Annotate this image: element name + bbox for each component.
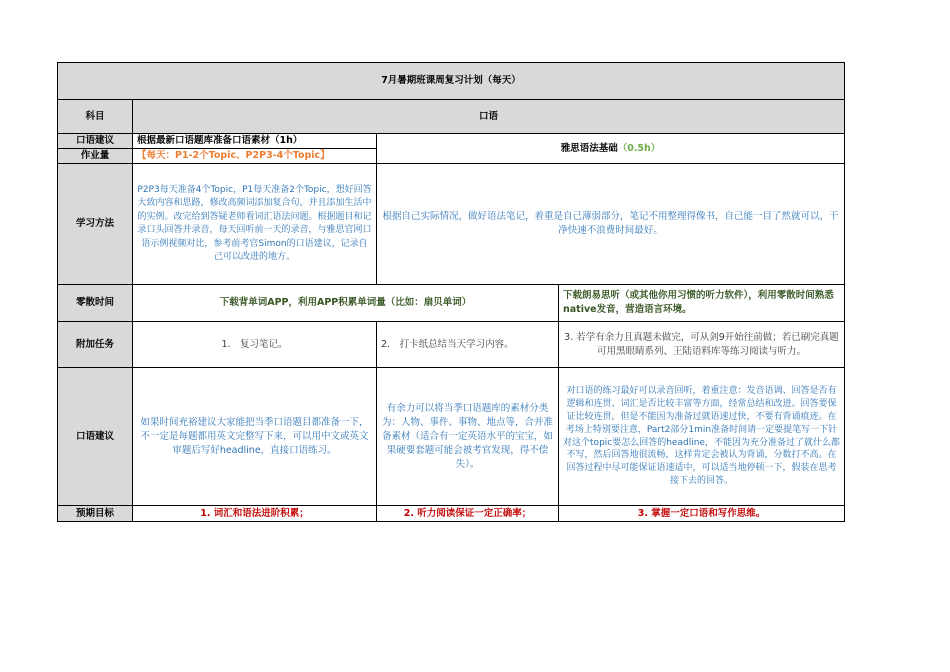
grammar-basics-cell — [377, 134, 845, 164]
goal-label: 预期目标 — [58, 506, 133, 522]
workload-value: 【每天：P1-2个Topic、P2P3-4个Topic】 — [133, 149, 377, 164]
subject-row — [58, 100, 845, 134]
method-label: 学习方法 — [58, 164, 133, 285]
extra-task-label: 附加任务 — [58, 322, 133, 368]
workload-label: 作业量 — [58, 149, 133, 164]
speaking-suggest-col1: 根据最新口语题库准备口语素材（1h） — [133, 134, 377, 149]
subject-value: 口语 — [133, 100, 845, 134]
extra-task-row — [58, 322, 845, 368]
method-grammar: 根据自己实际情况，做好语法笔记，着重是自己薄弱部分，笔记不用整理得像书，自己能一目了然就可以，干净快速不浪费时间最好。 — [377, 164, 845, 285]
goal-2: 2. 听力阅读保证一定正确率； — [377, 506, 559, 522]
method-speaking: P2P3每天准备4个Topic，P1每天准备2个Topic，想好回答大致内容和思路，修改高频词添加复合句，并且添加生活中的实例。改完给到答疑老师看词汇语法问题。根据题目和记录口头回答并录音，每天回听前一天的录音，与雅思官网口语示例视频对比，参考前考官Simon的口语建议，记录自己可以改进的地方。 — [133, 164, 377, 285]
method-row — [58, 164, 845, 285]
goal-3: 3. 掌握一定口语和写作思维。 — [559, 506, 845, 522]
grammar-basics-text: 雅思语法基础 — [560, 142, 618, 154]
spare-time-row — [58, 285, 845, 322]
speaking-suggest-label: 口语建议 — [58, 134, 133, 149]
speaking-advice-3: 对口语的练习最好可以录音回听，着重注意：发音语调、回答是否有逻辑和连贯、词汇是否比较丰富等方面，经常总结和改进。回答要保证比较连贯，但是不能因为准备过就语速过快，不要有背诵痕迹。在考场上特别要注意，Part2部分1min准备时间请一定要提笔写一下针对这个topic要怎么回答的headline，不能因为充分准备过了就什么都不写，然后回答地很流畅，这样肯定会被认为背诵，分数打不高。在回答过程中尽可能保证语速适中，可以适当地停顿一下，假装在思考接下去的回答。 — [559, 368, 845, 506]
spare-time-label: 零散时间 — [58, 285, 133, 322]
speaking-advice-2: 有余力可以将当季口语题库的素材分类为：人物、事件、事物、地点等，合并准备素材（适合有一定英语水平的宝宝，如果硬要套题可能会被考官发现，得不偿失）。 — [377, 368, 559, 506]
speaking-advice-label: 口语建议 — [58, 368, 133, 506]
extra-task-2: 2. 打卡纸总结当天学习内容。 — [377, 322, 559, 368]
review-plan-table — [57, 62, 845, 522]
subject-label: 科目 — [58, 100, 133, 134]
speaking-advice-row — [58, 368, 845, 506]
grammar-basics-time: （0.5h） — [617, 142, 661, 154]
goal-1: 1. 词汇和语法进阶积累； — [133, 506, 377, 522]
extra-task-1: 1. 复习笔记。 — [133, 322, 377, 368]
table-title: 7月暑期班课周复习计划（每天） — [58, 63, 845, 100]
speaking-advice-1: 如果时间充裕建议大家能把当季口语题目都准备一下，不一定是每题都用英文完整写下来，可以用中文或英文审题后写好headline，直接口语练习。 — [133, 368, 377, 506]
speaking-suggest-row — [58, 134, 845, 149]
spare-time-vocab: 下载背单词APP，利用APP积累单词量（比如：扇贝单词） — [133, 285, 559, 322]
goal-row — [58, 506, 845, 522]
title-row — [58, 63, 845, 100]
extra-task-3: 3. 若学有余力且真题未做完，可从剑9开始往前做；若已刷完真题可用黑眼睛系列、王陆语料库等练习阅读与听力。 — [559, 322, 845, 368]
spare-time-listening: 下载朗易思听（或其他你用习惯的听力软件），利用零散时间熟悉native发音，营造语言环境。 — [559, 285, 845, 322]
